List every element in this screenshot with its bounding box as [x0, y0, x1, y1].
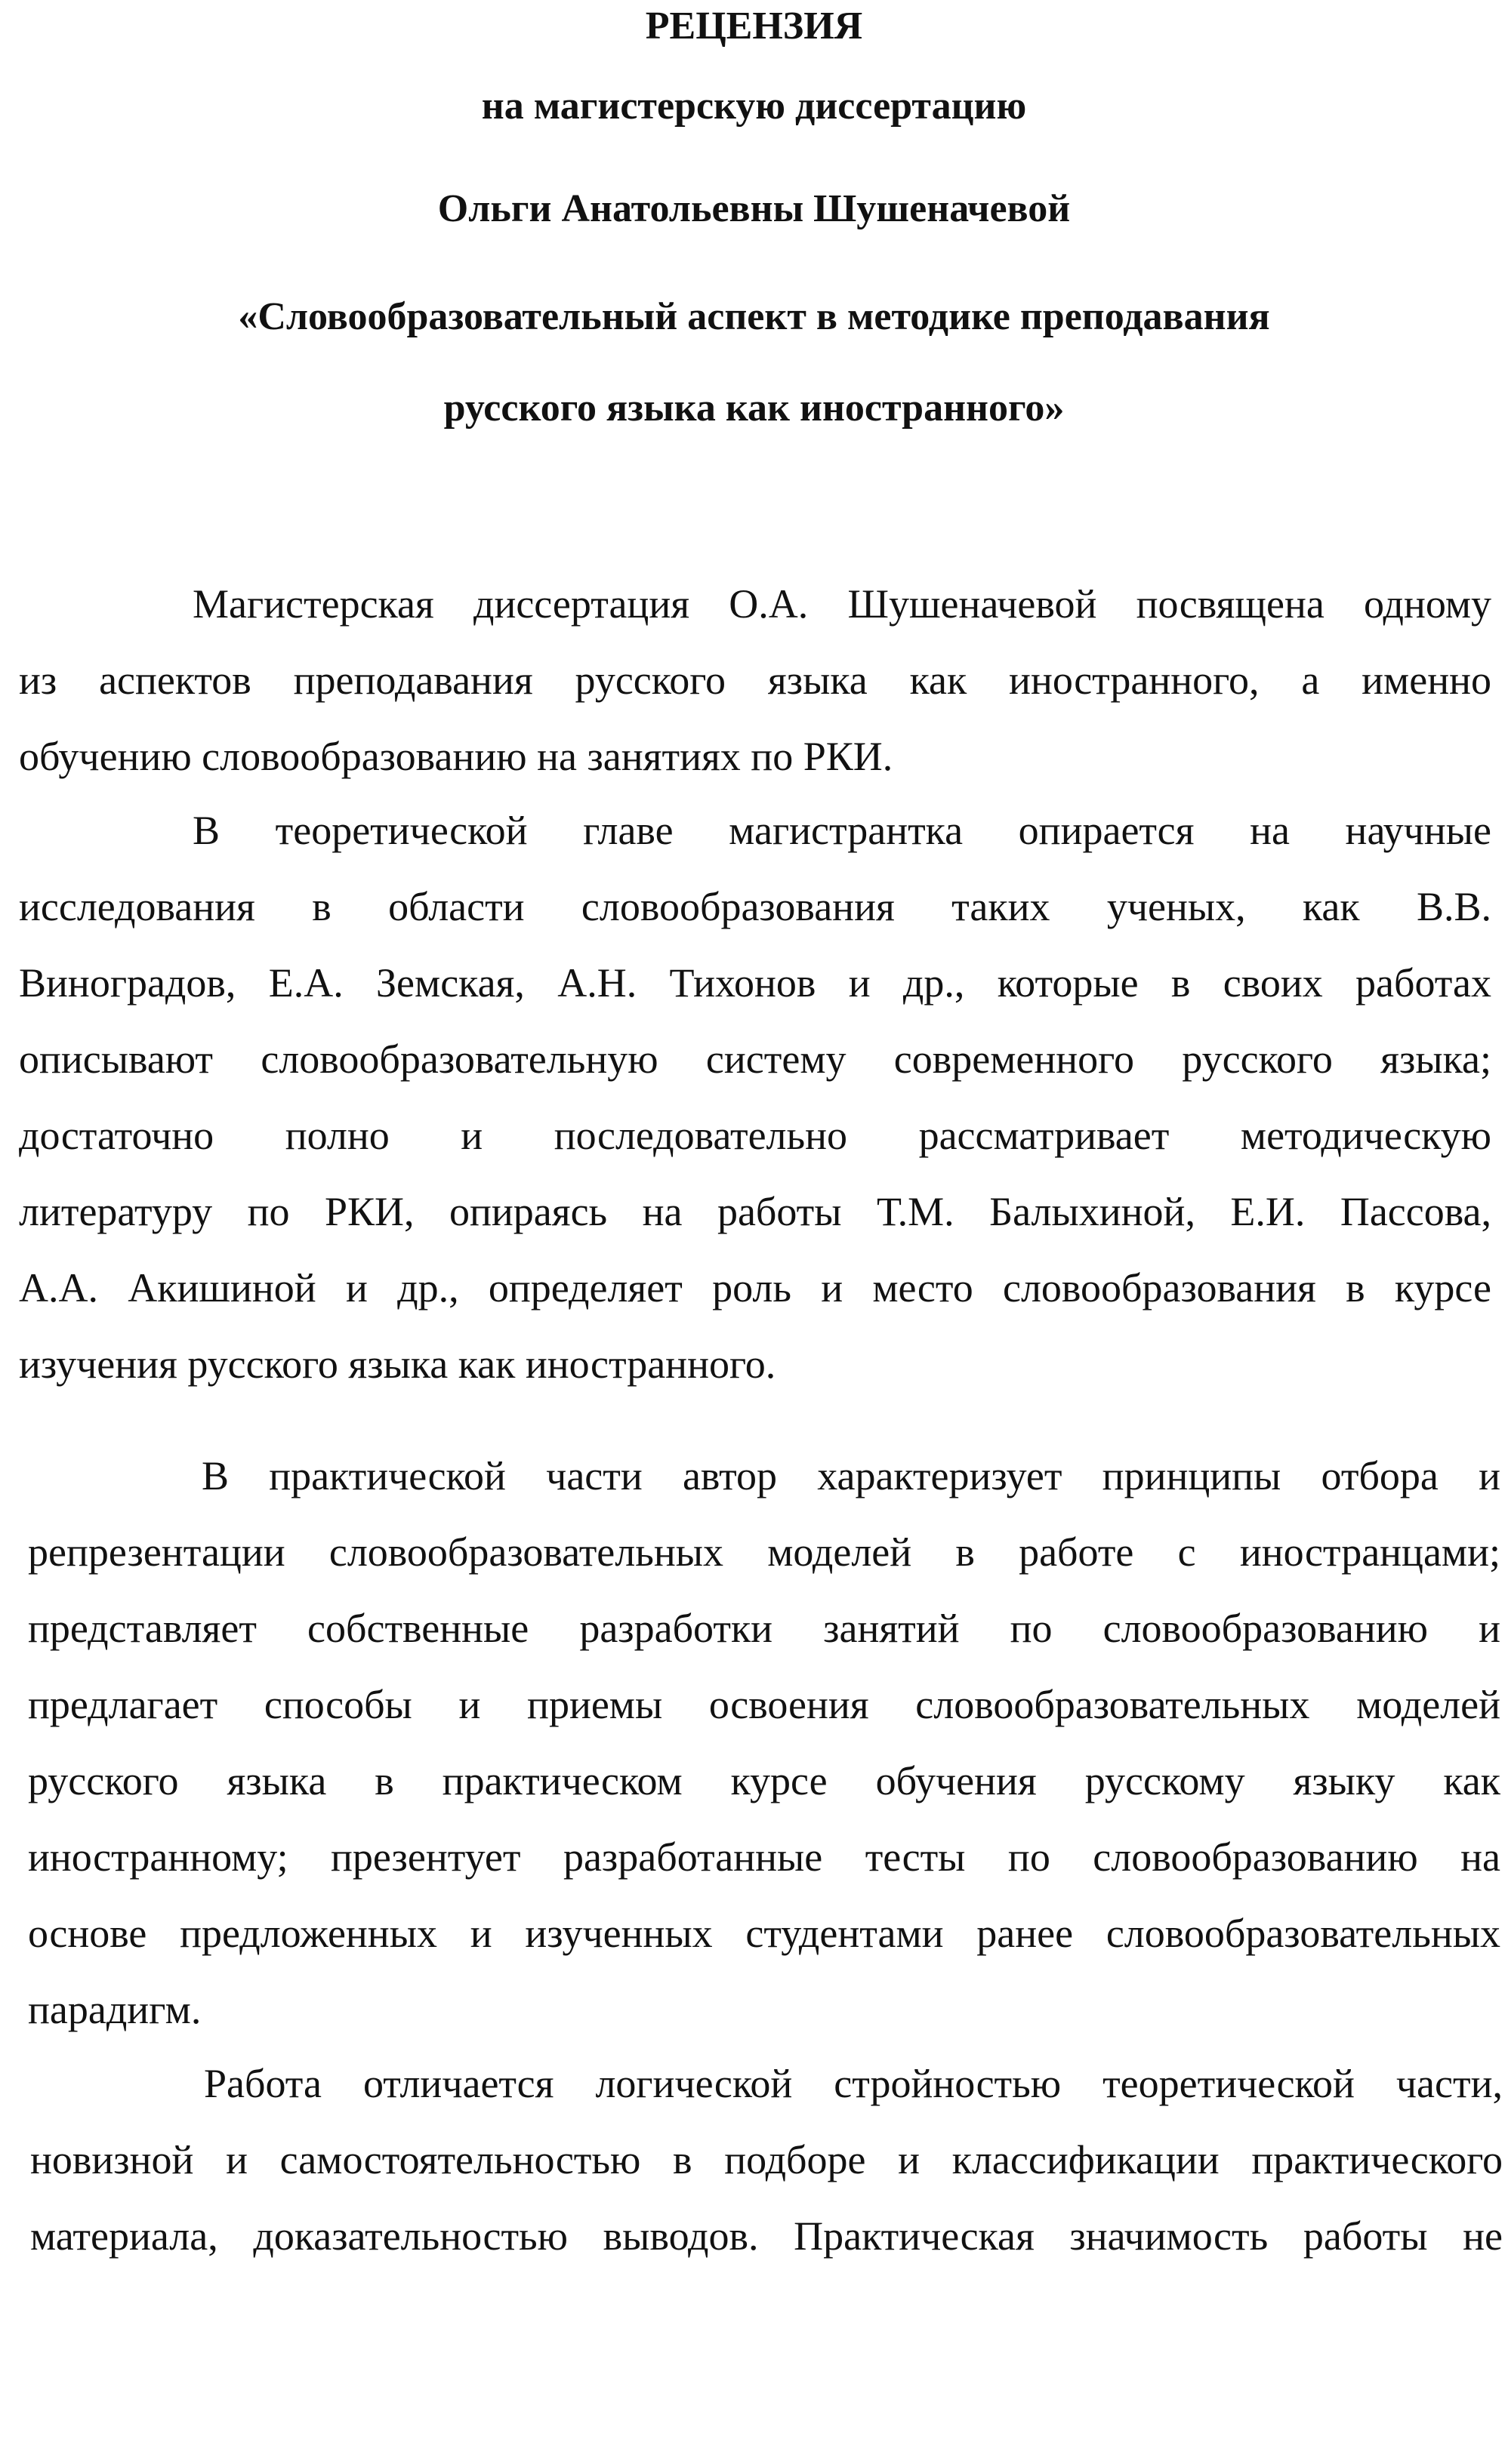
text-line: представляет собственные разработки занятий по словообразованию и: [28, 1606, 1500, 1651]
review-subtitle: на магистерскую диссертацию: [481, 85, 1027, 128]
paragraph-theory: [19, 793, 1491, 1403]
paragraph-evaluation: [30, 2046, 1503, 2275]
text-line: предлагает способы и приемы освоения словообразовательных моделей: [28, 1682, 1500, 1727]
paragraph-practice: [28, 1438, 1500, 2048]
text-line: В теоретической главе магистрантка опирается на научные: [193, 808, 1491, 853]
text-line: Виноградов, Е.А. Земская, А.Н. Тихонов и др., которые в своих работах: [19, 960, 1491, 1006]
text-line: основе предложенных и изученных студентами ранее словообразовательных: [28, 1911, 1500, 1956]
thesis-title-line-1: «Словообразовательный аспект в методике преподавания: [238, 295, 1270, 338]
text-line: материала, доказательностью выводов. Практическая значимость работы не: [30, 2213, 1503, 2259]
text-line: иностранному; презентует разработанные тесты по словообразованию на: [28, 1834, 1500, 1880]
review-title: РЕЦЕНЗИЯ: [645, 5, 863, 48]
text-line: описывают словообразовательную систему современного русского языка;: [19, 1036, 1491, 1082]
text-line: Магистерская диссертация О.А. Шушеначевой посвящена одному: [193, 581, 1491, 627]
author-name: Ольги Анатольевны Шушеначевой: [437, 187, 1071, 230]
text-line: из аспектов преподавания русского языка как иностранного, а именно: [19, 658, 1491, 703]
text-line: русского языка в практическом курсе обучения русскому языку как: [28, 1758, 1500, 1803]
text-line: В практической части автор характеризует принципы отбора и: [202, 1453, 1500, 1498]
text-line: парадигм.: [28, 1987, 202, 2032]
paragraph-intro: [19, 566, 1491, 795]
text-line: новизной и самостоятельностью в подборе и классификации практического: [30, 2137, 1503, 2182]
text-line: изучения русского языка как иностранного.: [19, 1341, 776, 1387]
thesis-title-line-2: русского языка как иностранного»: [443, 387, 1065, 430]
text-line: Работа отличается логической стройностью теоретической части,: [204, 2061, 1503, 2106]
text-line: литературу по РКИ, опираясь на работы Т.М. Балыхиной, Е.И. Пассова,: [19, 1189, 1491, 1234]
text-line: А.А. Акишиной и др., определяет роль и место словообразования в курсе: [19, 1265, 1491, 1311]
text-line: репрезентации словообразовательных моделей в работе с иностранцами;: [28, 1529, 1500, 1575]
text-line: достаточно полно и последовательно рассматривает методическую: [19, 1113, 1491, 1158]
text-line: обучению словообразованию на занятиях по РКИ.: [19, 734, 893, 779]
text-line: исследования в области словообразования таких ученых, как В.В.: [19, 884, 1491, 929]
